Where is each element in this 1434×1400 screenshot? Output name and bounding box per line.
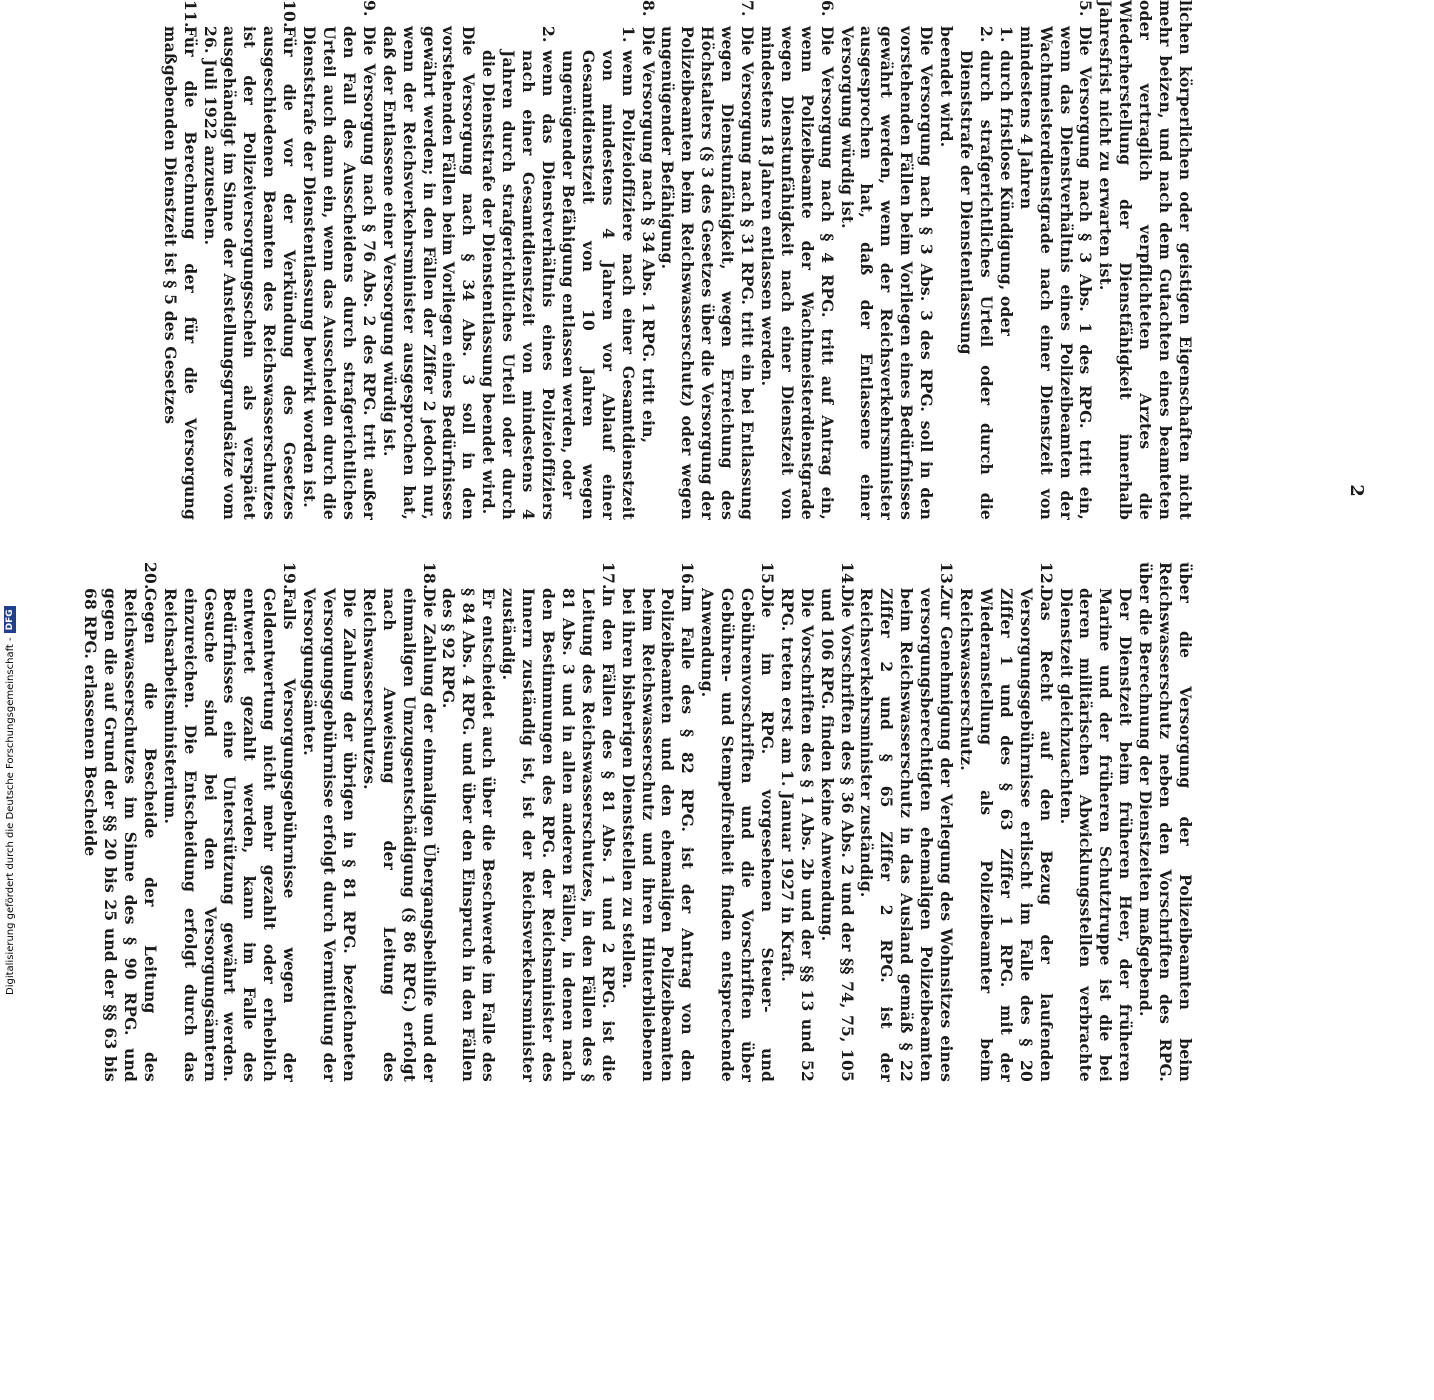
sub-item — [996, 0, 1016, 520]
footer-text: Digitalisierung gefördert durch die Deutsche Forschungsgemeinschaft - — [4, 637, 16, 995]
dfg-logo: DFG — [4, 606, 16, 633]
sub-item — [478, 0, 558, 520]
numbered-paragraph — [498, 562, 617, 1082]
item-number: 8. — [638, 0, 658, 17]
item-text: Die Versorgung nach § 34 Abs. 1 RPG. tritt ein, — [638, 26, 658, 444]
item-number: 18. — [419, 562, 439, 590]
numbered-paragraph — [160, 0, 200, 520]
item-number: 2. — [539, 26, 558, 43]
item-text: Im Falle des § 82 RPG. ist der Antrag von den Polizeibeamten und den ehemaligen Polizeibeamten beim Reichswasserschutz und ihren Hinterbliebenen bei ihren bisherigen Dienststellen zu stellen. — [618, 588, 698, 1082]
paragraph: Der Dienstzeit beim früheren Heer, der früheren Marine und der früheren Schutztruppe ist die bei deren militärischen Abwicklungsstellen verbrachte Dienstzeit gleichzuachten. — [1056, 588, 1136, 1082]
item-text: Die Zahlung der einmaligen Übergangsbeihilfe und der einmaligen Umzugsentschädigung (§ 86 RPG.) erfolgt nach Anweisung der Leitung des Reichswasserschutzes. — [359, 588, 439, 1082]
item-text: wenn das Dienstverhältnis eines Polizeioffiziers nach einer Gesamtdienstzeit von mindestens 4 Jahren durch strafgerichtliches Urteil oder durch die Dienststrafe der Dienstentlassung beendet wird. — [479, 50, 558, 520]
item-text: Die Vorschriften des § 36 Abs. 2 und der §§ 74, 75, 105 und 106 RPG. finden keine Anwendung. — [817, 588, 857, 1082]
item-number: 17. — [598, 562, 618, 590]
item-number: 11. — [180, 0, 200, 28]
numbered-paragraph — [658, 0, 758, 520]
numbered-paragraph — [618, 562, 698, 1082]
item-number: 12. — [1036, 562, 1056, 590]
item-number: 2. — [976, 26, 996, 43]
sub-item — [956, 0, 996, 520]
item-number: 13. — [937, 562, 957, 590]
paragraph: Die Zahlung der übrigen in § 81 RPG. bezeichneten Versorgungsgebührnisse erfolgt durch Vermittlung der Versorgungsämter. — [300, 588, 359, 1082]
page-number: 2 — [1345, 484, 1367, 497]
numbered-paragraph — [80, 562, 160, 1082]
item-text: durch strafgerichtliches Urteil oder durch die Dienststrafe der Dienstentlassung — [957, 50, 996, 520]
item-text: Zur Genehmigung der Verlegung des Wohnsitzes eines versorgungsberechtigten ehemaligen Polizeibeamten beim Reichswasserschutz in das Ausland gemäß § 22 Ziffer 2 und § 65 Ziffer 2 RPG. ist der Reichsverkehrsminister zuständig. — [857, 588, 957, 1082]
footer — [4, 606, 16, 995]
item-number: 20. — [140, 562, 160, 590]
numbered-paragraph — [817, 562, 857, 1082]
item-text: Gegen die Bescheide der Leitung des Reichswasserschutzes im Sinne des § 90 RPG. und gegen die auf Grund der §§ 20 bis 25 und der §§ 63 bis 68 RPG. erlassenen Bescheide — [81, 588, 160, 1082]
paragraph: Die Versorgung nach § 34 Abs. 3 soll in den vorstehenden Fällen beim Vorliegen eines Bedürfnisses gewährt werden; in den Fällen der Ziffer 2 jedoch nur, wenn der Reichsverkehrsminister ausgesprochen hat, daß der Entlassene einer Versorgung würdig ist. — [379, 26, 479, 520]
numbered-paragraph — [757, 0, 837, 520]
item-text: Für die Berechnung der für die Versorgung maßgebenden Dienstzeit ist § 5 des Gesetzes — [160, 26, 200, 520]
sub-item — [558, 0, 638, 520]
item-number: 1. — [996, 26, 1016, 43]
paragraph: lichen körperlichen oder geistigen Eigenschaften nicht mehr beizen, und nach dem Gutachten eines beamteten oder vertraglich verpflichteten Arztes die Wiederherstellung der Dienstfähigkeit innerhalb Jahresfrist nicht zu erwarten ist. — [1096, 0, 1195, 520]
numbered-paragraph — [299, 0, 379, 520]
paragraph: Die Versorgung nach § 3 Abs. 3 des RPG. soll in den vorstehenden Fällen beim Vorliegen eines Bedürfnisses gewährt werden, wenn der Reichsverkehrsminister ausgesprochen hat, daß der Entlassene einer Versorgung würdig ist. — [837, 26, 937, 520]
left-column — [160, 0, 1195, 520]
item-text: Die im RPG. vorgesehenen Steuer- und Gebührenvorschriften und die Vorschriften über Gebühren- und Stempelfreiheit finden entsprechende Anwendung. — [698, 588, 777, 1082]
item-number: 1. — [618, 26, 638, 43]
numbered-paragraph — [857, 562, 957, 1082]
item-text: Die Versorgung nach § 31 RPG. tritt ein bei Entlassung wegen Dienstunfähigkeit, wegen Erreichung des Höchstalters (§ 3 des Gesetzes über die Versorgung der Polizeibeamten beim Reichswasserschutz) oder wegen ungenügender Befähigung. — [658, 26, 758, 520]
item-number: 14. — [837, 562, 857, 590]
item-number: 19. — [280, 562, 300, 590]
item-text: durch fristlose Kündigung, oder — [996, 50, 1016, 337]
numbered-paragraph — [160, 562, 299, 1082]
numbered-paragraph — [956, 562, 1056, 1082]
item-text: In den Fällen des § 81 Abs. 1 und 2 RPG. ist die Leitung des Reichswasserschutzes, in den Fällen des § 81 Abs. 3 und in allen anderen Fällen, in denen nach den Bestimmungen des RPG. der Reichsminister des Innern zuständig ist, ist der Reichsverkehrsminister zuständig. — [499, 588, 618, 1082]
item-text: Die Versorgung nach § 3 Abs. 1 des RPG. tritt ein, wenn das Dienstverhältnis eines Polizeibeamten der Wachtmeisterdienstgrade nach einer Dienstzeit von mindestens 4 Jahren — [1016, 26, 1096, 520]
item-text: wenn Polizeioffiziere nach einer Gesamtdienstzeit von mindestens 4 Jahren vor Ablauf einer Gesamtdienstzeit von 10 Jahren wegen ungenügender Befähigung entlassen werden, oder — [558, 50, 638, 520]
numbered-paragraph — [359, 562, 439, 1082]
item-number: 16. — [678, 562, 698, 590]
paragraph: beendet wird. — [937, 26, 957, 148]
item-number: 6. — [817, 0, 837, 17]
item-text: Die Versorgung nach § 4 RPG. tritt auf Antrag ein, wenn Polizeibeamte der Wachtmeisterdienstgrade wegen Dienstunfähigkeit nach einer Dienstzeit von mindestens 18 Jahren entlassen werden. — [757, 26, 837, 520]
item-number: 7. — [738, 0, 758, 17]
paragraph: Er entscheidet auch über die Beschwerde im Falle des § 84 Abs. 4 RPG. und über den Einspruch in den Fällen des § 92 RPG. — [439, 588, 499, 1082]
item-number: 10. — [280, 0, 300, 28]
numbered-paragraph — [1016, 0, 1096, 520]
item-text: Das Recht auf den Bezug der laufenden Versorgungsgebührnisse erlischt im Falle des § 20 Ziffer 1 und des § 63 Ziffer 1 RPG. mit der Wiederanstellung als Polizeibeamter beim Reichswasserschutz. — [957, 588, 1056, 1082]
numbered-paragraph — [200, 0, 300, 520]
numbered-paragraph — [638, 0, 658, 520]
item-number: 5. — [1076, 0, 1096, 17]
item-text: Für die vor der Verkündung des Gesetzes ausgeschiedenen Beamten des Reichswasserschutzes ist der Polizeiversorgungsschein als verspätet ausgehändigt im Sinne der Anstellungsgrundsätze vom 26. Juli 1922 anzusehen. — [200, 26, 300, 520]
paragraph: über die Versorgung der Polizeibeamten beim Reichswasserschutz neben den Vorschriften des RPG. über die Berechnung der Dienstzeiten maßgebend. — [1136, 562, 1195, 1082]
item-text: Die Versorgung nach § 76 Abs. 2 des RPG. tritt außer den Fall des Ausscheidens durch strafgerichtliches Urteil auch dann ein, wenn das Ausscheiden durch die Dienststrafe der Dienstentlassung bewirkt worden ist. — [300, 26, 379, 520]
item-number: 15. — [757, 562, 777, 590]
item-number: 9. — [359, 0, 379, 17]
item-text: Falls Versorgungsgebührnisse wegen der Geldentwertung nicht mehr gezahlt oder erheblich entwertet gezahlt werden, kann im Falle des Bedürfnisses eine Unterstützung gewährt werden. Gesuche sind bei den Versorgungsämtern einzureichen. Die Entscheidung erfolgt durch das Reichsarbeitsministerium. — [160, 588, 300, 1082]
right-column — [80, 562, 1195, 1082]
numbered-paragraph — [697, 562, 777, 1082]
paragraph: Die Vorschriften des § 1 Abs. 2b und der §§ 13 und 52 RPG. treten erst am 1. Januar 1927 in Kraft. — [777, 588, 817, 1082]
